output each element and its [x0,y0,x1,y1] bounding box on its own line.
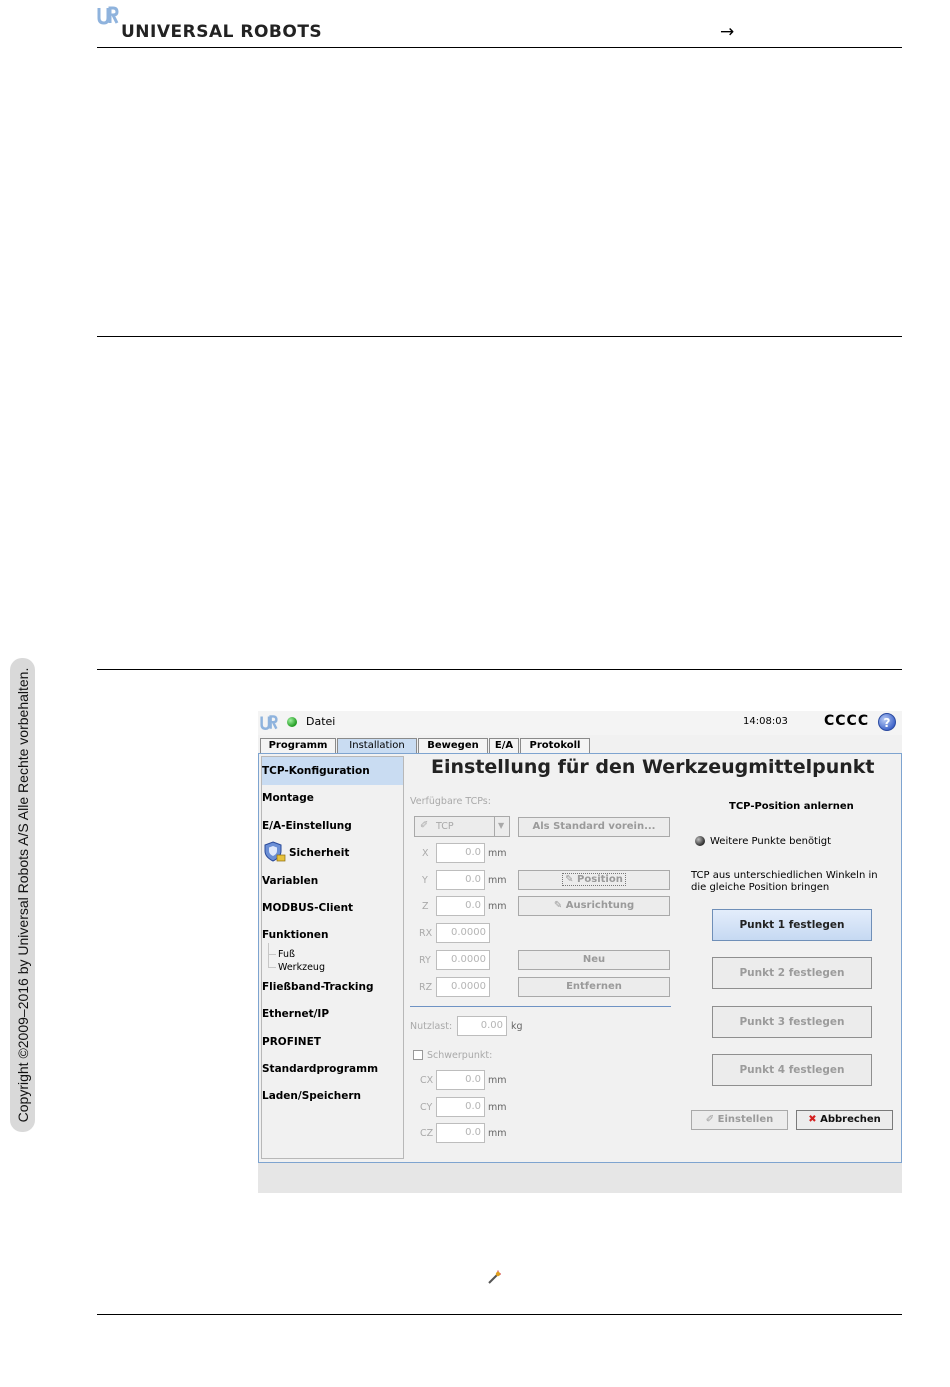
divider [410,1006,671,1007]
sidebar-item-sicherheit[interactable]: Sicherheit [289,847,350,859]
shield-icon [264,841,286,863]
close-icon: ✖ [808,1114,817,1125]
page-title: Einstellung für den Werkzeugmittelpunkt [431,756,875,778]
tcp-z-field[interactable]: 0.0 [436,896,485,916]
sidebar-item-montage[interactable]: Montage [262,792,314,804]
divider [97,336,902,337]
robot-name: CCCC [824,713,870,729]
arrow-right-icon: → [720,22,735,42]
sidebar-item-tcp-konfiguration[interactable]: TCP-Konfiguration [262,757,403,785]
axis-label-cy: CY [420,1102,433,1113]
payload-label: Nutzlast: [410,1021,453,1032]
sidebar-subitem-fuss[interactable]: Fuß [278,949,295,960]
brand-name: UNIVERSAL ROBOTS [121,22,323,42]
divider [97,47,902,48]
remove-tcp-button[interactable]: Entfernen [518,977,670,997]
cog-label: Schwerpunkt: [427,1050,493,1061]
tcp-select[interactable] [414,816,510,837]
tree-line [268,943,269,967]
payload-unit: kg [511,1021,523,1032]
check-icon: ✐ [705,1114,715,1125]
sidebar-subitem-werkzeug[interactable]: Werkzeug [278,962,325,973]
installation-panel [258,753,902,1163]
tab-programm[interactable]: Programm [260,738,336,753]
axis-label-z: Z [422,901,429,912]
sidebar-item-ea-einstellung[interactable]: E/A-Einstellung [262,820,352,832]
teach-heading: TCP-Position anlernen [729,801,854,812]
clock: 14:08:03 [743,716,788,727]
ur-logo-icon [97,6,119,26]
tcp-rz-field[interactable]: 0.0000 [436,977,490,997]
pencil-icon: ✐ [420,820,429,831]
axis-label-y: Y [422,875,428,886]
position-button-label: Position [577,874,623,885]
chevron-down-icon: ▼ [498,821,505,830]
unit-label: mm [488,1102,507,1113]
tree-line [268,967,276,968]
set-default-button[interactable]: Als Standard vorein... [518,817,670,837]
divider [97,1314,902,1315]
tcp-wand-icon [486,1270,502,1286]
axis-label-rz: RZ [419,982,433,993]
unit-label: mm [488,1128,507,1139]
tab-protokoll[interactable]: Protokoll [520,738,590,753]
einstellen-label: Einstellen [717,1114,774,1125]
orientation-button-label: Ausrichtung [565,900,635,911]
sidebar-item-laden-speichern[interactable]: Laden/Speichern [262,1090,361,1102]
sidebar-item-fliessband-tracking[interactable]: Fließband-Tracking [262,981,374,993]
tab-ea[interactable]: E/A [489,738,519,753]
teach-instruction-1: TCP aus unterschiedlichen Winkeln in [691,870,878,881]
orientation-icon: ✎ [553,900,563,911]
set-point-3-button[interactable]: Punkt 3 festlegen [712,1006,872,1038]
installation-sidebar [261,756,404,1159]
divider [97,669,902,670]
set-point-4-button[interactable]: Punkt 4 festlegen [712,1054,872,1086]
unit-label: mm [488,901,507,912]
menu-datei[interactable]: Datei [306,715,336,728]
cog-y-field[interactable]: 0.0 [436,1097,485,1117]
status-indicator-icon [695,836,705,846]
position-button[interactable] [518,870,670,890]
unit-label: mm [488,875,507,886]
set-point-2-button[interactable]: Punkt 2 festlegen [712,957,872,989]
tree-line [268,954,276,955]
cog-x-field[interactable]: 0.0 [436,1070,485,1090]
sidebar-item-ethernet-ip[interactable]: Ethernet/IP [262,1008,330,1020]
help-icon[interactable]: ? [878,713,896,731]
copyright-tab [10,658,35,1132]
tcp-rx-field[interactable]: 0.0000 [436,923,490,943]
axis-label-cz: CZ [420,1128,434,1139]
sidebar-item-variablen[interactable]: Variablen [262,875,319,887]
teach-instruction-2: die gleiche Position bringen [691,882,830,893]
status-led-icon [287,717,297,727]
unit-label: mm [488,1075,507,1086]
tcp-select-value: TCP [436,821,454,832]
ur-logo-icon[interactable] [260,714,278,732]
sidebar-item-standardprogramm[interactable]: Standardprogramm [262,1063,379,1075]
top-bar [258,711,902,735]
payload-field[interactable]: 0.00 [457,1016,507,1036]
cog-z-field[interactable]: 0.0 [436,1123,485,1143]
sidebar-item-modbus-client[interactable]: MODBUS-Client [262,902,354,914]
tcp-x-field[interactable]: 0.0 [436,843,485,863]
einstellen-button[interactable] [691,1110,788,1130]
polyscope-screen [258,711,902,1193]
position-icon: ✎ [565,874,574,885]
teach-status: Weitere Punkte benötigt [710,836,832,847]
axis-label-rx: RX [419,928,433,939]
available-tcps-label: Verfügbare TCPs: [410,796,491,807]
new-tcp-button[interactable]: Neu [518,950,670,970]
sidebar-item-funktionen[interactable]: Funktionen [262,929,329,941]
axis-label-ry: RY [419,955,431,966]
abbrechen-label: Abbrechen [820,1114,881,1125]
axis-label-cx: CX [420,1075,434,1086]
tab-bewegen[interactable]: Bewegen [418,738,488,753]
abbrechen-button[interactable] [796,1110,893,1130]
divider [494,817,495,836]
status-bar [258,1163,902,1193]
orientation-button[interactable] [518,896,670,916]
unit-label: mm [488,848,507,859]
copyright-text: Copyright ©2009–2016 by Universal Robots A/S Alle Rechte vorbehalten. [14,667,31,1123]
tab-installation[interactable]: Installation [337,738,417,753]
tcp-ry-field[interactable]: 0.0000 [436,950,490,970]
tcp-y-field[interactable]: 0.0 [436,870,485,890]
sidebar-item-profinet[interactable]: PROFINET [262,1036,321,1048]
cog-checkbox[interactable] [413,1050,423,1060]
axis-label-x: X [422,848,429,859]
set-point-1-button[interactable]: Punkt 1 festlegen [712,909,872,941]
